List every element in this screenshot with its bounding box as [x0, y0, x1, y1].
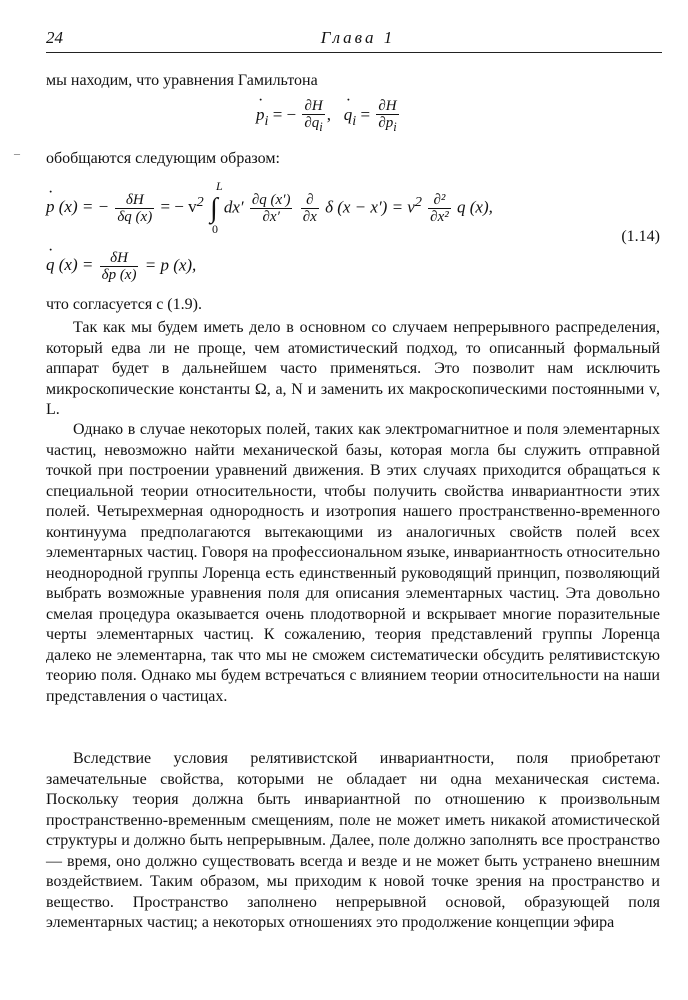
equation-number: (1.14)	[621, 228, 660, 245]
v-exponent: 2	[196, 193, 204, 210]
frac-den-text: ∂q	[304, 115, 320, 131]
q-dot: · q	[344, 105, 353, 125]
fraction-dq-dx	[250, 192, 293, 225]
p-of-x-result: = p (x),	[144, 255, 197, 275]
frac-numerator: ∂	[301, 192, 319, 209]
frac-denominator: δq (x)	[117, 209, 153, 225]
frac-denominator: ∂x²	[430, 209, 449, 225]
fraction-d-dx	[301, 192, 319, 225]
equation-hamilton	[256, 98, 401, 135]
fraction-dH-dq	[302, 98, 324, 135]
frac-numerator: δH	[100, 250, 139, 267]
comma: ,	[326, 105, 332, 125]
frac-den-sub: i	[393, 120, 397, 134]
frac-numerator: δH	[115, 192, 154, 209]
equation-1-14-line1	[46, 178, 493, 236]
minus-v: = − v	[160, 197, 197, 217]
frac-den-text: ∂p	[378, 115, 394, 131]
frac-denominator: δp (x)	[101, 267, 137, 283]
p-of-x: · p (x) = −	[46, 197, 109, 217]
page-number: 24	[46, 28, 63, 47]
generalize-line: обобщаются следующим образом:	[46, 150, 280, 167]
integral-lower: 0	[211, 221, 218, 236]
fraction-dH-dq-x	[115, 192, 154, 225]
fraction-d2-dx2	[428, 192, 451, 225]
frac-den-sub: i	[319, 120, 323, 134]
equals-sign: =	[360, 105, 371, 125]
integral-upper: L	[215, 178, 223, 193]
header-rule	[46, 52, 662, 53]
frac-numerator: ∂H	[302, 98, 324, 115]
integral-sign: ∫ L 0	[209, 178, 223, 236]
frac-denominator: ∂x	[302, 209, 317, 225]
q-dot-of-x: · q (x) =	[46, 255, 93, 275]
intro-line: мы находим, что уравнения Гамильтона	[46, 72, 318, 89]
delta-term: δ (x − x′) = v	[325, 197, 415, 217]
frac-numerator: ∂q (x′)	[251, 192, 291, 208]
fraction-dH-dp-x	[100, 250, 139, 283]
minus-sign: = −	[272, 105, 297, 125]
chapter-title: Глава 1	[320, 28, 396, 47]
frac-denominator: ∂x′	[262, 209, 280, 225]
margin-mark: –	[14, 146, 20, 160]
frac-denominator	[376, 115, 398, 135]
q-subscript: i	[352, 112, 357, 129]
integrand-dx: dx′	[223, 197, 244, 217]
paragraph-2: Однако в случае некоторых полей, таких как электромагнитное и поля элементарных частиц, невозможно найти механической базы, которая могла бы служить отправной точкой при построении уравнений движения. В этих случаях приходится обращаться к специальной теории относительности, чтобы получить свойства инвариантности этих полей. Четырехмерная однородность и изотропия нашего пространственно-временного континуума предполагаются вытекающими из аналогичных свойств полей всех элементарных частиц. Говоря на профессиональном языке, инвариантность относительно неоднородной группы Лоренца есть единственный руководящий принцип, позволяющий выбрать возможные уравнения поля для описания элементарных частиц. Эта довольно смелая процедура оказывается очень плодотворной и вскрывает многие поразительные черты элементарных частиц. К сожалению, теория представлений группы Лоренца далеко не элементарна, так что мы не сможем систематически обсудить релятивистскую теорию поля. Однако мы будем встречаться с влиянием теории относительности на наши представления о частицах.	[46, 421, 660, 705]
frac-numerator: ∂H	[376, 98, 398, 115]
agree-line: что согласуется с (1.9).	[46, 296, 202, 313]
frac-numerator: ∂²	[428, 192, 451, 209]
frac-denominator	[302, 115, 324, 135]
page-header	[46, 28, 642, 50]
p-dot: · p	[256, 105, 265, 125]
p-subscript: i	[264, 112, 269, 129]
fraction-dH-dp	[376, 98, 398, 135]
delta-exponent: 2	[414, 193, 422, 210]
equation-1-14-line2	[46, 250, 196, 283]
paragraph-1: Так как мы будем иметь дело в основном со случаем непрерывного распределения, который едва ли не проще, чем атомистический подход, то описанный формальный аппарат будет в дальнейшем часто применяться. Это позволит нам исключить микроскопические константы Ω, a, N и заменить их макроскопическими постоянными v, L.	[46, 319, 660, 418]
q-of-x: q (x),	[457, 197, 493, 217]
paragraph-3: Вследствие условия релятивистской инвариантности, поля приобретают замечательные свойства, которыми не обладает ни одна механическая система. Поскольку теория должна быть инвариантной по отношению к произвольным пространственно-временным смещениям, поле не может иметь никакой атомистической структуры и должно быть непрерывным. Далее, поле должно заполнять все пространство — время, оно должно существовать всегда и везде и не может быть устранено внешним воздействием. Таким образом, мы приходим к новой точке зрения на пространство и вещество. Пространство заполнено непрерывной основой, образующей поля элементарных частиц; а некоторых отношениях это продолжение концепции эфира	[46, 750, 660, 931]
